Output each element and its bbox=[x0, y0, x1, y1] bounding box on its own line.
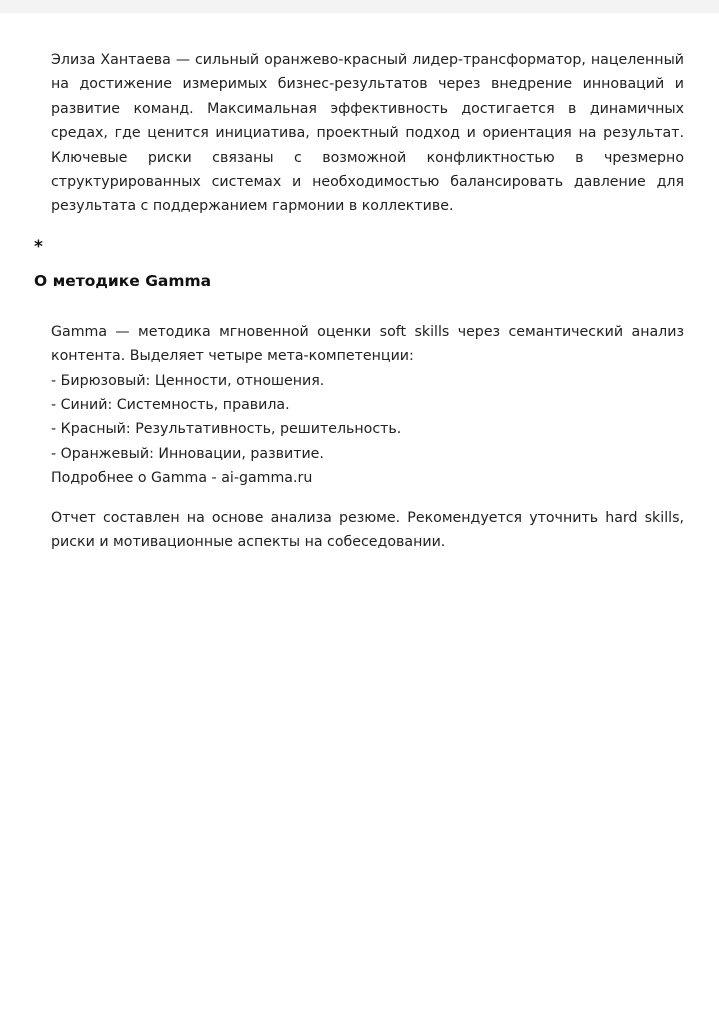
section-separator: * bbox=[34, 237, 43, 257]
competency-item-blue: - Синий: Системность, правила. bbox=[51, 397, 290, 413]
summary-paragraph: Элиза Хантаева — сильный оранжево-красный лидер-трансформатор, нацеленный на достижение измеримых бизнес-результатов через внедрение инноваций и развитие команд. Максимальная эффективность достигается в динамичных средах, где ценится инициатива, проектный подход и ориентация на результат. Ключевые риски связаны с возможной конфликтностью в чрезмерно структурированных системах и необходимостью балансировать давление для результата с поддержанием гармонии в коллективе. bbox=[51, 52, 684, 215]
competency-item-orange: - Оранжевый: Инновации, развитие. bbox=[51, 446, 324, 462]
document-page bbox=[0, 13, 719, 1029]
method-intro-paragraph: Gamma — методика мгновенной оценки soft skills через семантический анализ контента. Выделяет четыре мета-компетенции: bbox=[51, 324, 684, 365]
competency-item-turquoise: - Бирюзовый: Ценности, отношения. bbox=[51, 373, 325, 389]
section-title: О методике Gamma bbox=[34, 272, 212, 290]
competency-item-red: - Красный: Результативность, решительность. bbox=[51, 421, 402, 437]
footer-note-paragraph: Отчет составлен на основе анализа резюме. Рекомендуется уточнить hard skills, риски и мотивационные аспекты на собеседовании. bbox=[51, 510, 684, 551]
more-info-line: Подробнее о Gamma - ai-gamma.ru bbox=[51, 470, 313, 486]
top-bar bbox=[0, 0, 719, 13]
